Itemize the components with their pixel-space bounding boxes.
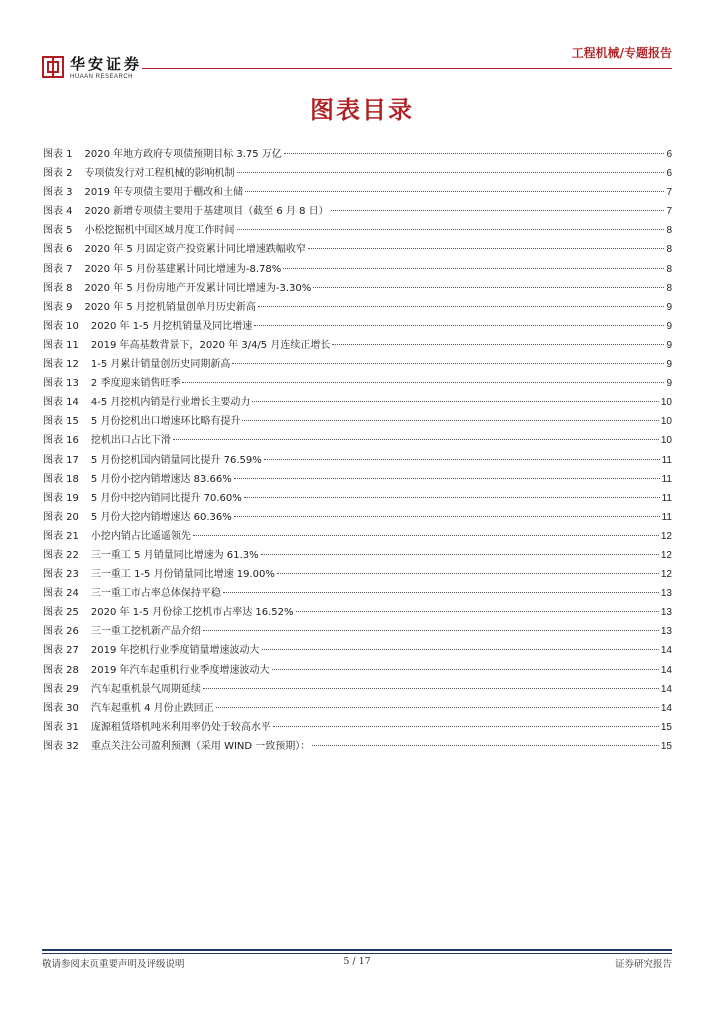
toc-entry-title: 庞源租赁塔机吨米利用率仍处于较高水平 [90,721,271,733]
toc-entry-page: 9 [666,339,672,351]
footer-disclaimer: 敬请参阅末页重要声明及评级说明 [42,959,185,970]
toc-entry-title: 三一重工 1-5 月份销量同比增速 19.00% [90,569,275,581]
toc-entry-label: 图表 27 [43,645,79,657]
toc-entry-title: 三一重工 5 月销量同比增速为 61.3% [90,549,259,561]
toc-entry-title: 5 月份大挖内销增速达 60.36% [90,511,232,523]
toc-entry-title: 2019 年汽车起重机行业季度增速波动大 [90,664,270,676]
toc-entry-label: 图表 13 [43,378,79,390]
toc-entry-title: 2020 新增专项债主要用于基建项目（截至 6 月 8 日） [84,206,329,218]
toc-leader-dots [242,420,658,421]
footer-divider-thin [42,953,672,954]
toc-entry-title: 专项债发行对工程机械的影响机制 [84,168,235,180]
toc-entry-page: 6 [666,149,672,160]
toc-entry-label: 图表 5 [43,225,73,237]
toc-entry-label: 图表 12 [43,359,79,371]
toc-entry-page: 15 [660,740,672,752]
toc-entry-page: 13 [660,626,672,638]
toc-entry-label: 图表 7 [43,263,73,275]
toc-entry-title: 2 季度迎来销售旺季 [90,378,181,390]
toc-entry-page: 6 [666,168,672,180]
toc-entry-title: 2020 年地方政府专项债预期目标 3.75 万亿 [84,149,282,160]
toc-entry[interactable] [43,260,672,279]
toc-entry[interactable] [43,737,672,756]
toc-entry-title: 汽车起重机景气周期延续 [90,683,201,695]
toc-entry[interactable] [43,317,672,336]
toc-entry[interactable] [43,546,672,565]
toc-entry-title: 汽车起重机 4 月份止跌回正 [90,702,214,714]
company-logo [42,56,142,81]
toc-entry-label: 图表 28 [43,664,79,676]
toc-leader-dots [277,573,659,574]
toc-entry-page: 12 [660,569,672,581]
toc-entry[interactable] [43,470,672,489]
toc-entry-title: 2019 年高基数背景下，2020 年 3/4/5 月连续正增长 [90,339,331,351]
toc-entry-page: 10 [660,397,672,409]
toc-entry[interactable] [43,298,672,317]
toc-leader-dots [313,287,664,288]
toc-leader-dots [332,344,664,345]
toc-entry-label: 图表 10 [43,320,79,332]
toc-leader-dots [262,649,659,650]
logo-seal-icon [42,56,64,78]
toc-entry-label: 图表 32 [43,740,79,752]
toc-entry[interactable] [43,680,672,699]
toc-entry-title: 三一重工挖机新产品介绍 [90,626,201,638]
toc-entry-page: 8 [666,225,672,237]
toc-entry[interactable] [43,584,672,603]
toc-entry-title: 5 月份中挖内销同比提升 70.60% [90,492,242,504]
toc-entry[interactable] [43,527,672,546]
toc-entry-page: 9 [666,320,672,332]
toc-leader-dots [237,172,665,173]
toc-entry-label: 图表 19 [43,492,79,504]
toc-entry[interactable] [43,412,672,431]
toc-entry[interactable] [43,641,672,660]
toc-entry-label: 图表 30 [43,702,79,714]
toc-entry[interactable] [43,240,672,259]
toc-entry[interactable] [43,279,672,298]
toc-entry-page: 8 [666,244,672,256]
toc-entry-title: 三一重工市占率总体保持平稳 [90,588,221,600]
toc-entry-label: 图表 6 [43,244,73,256]
toc-entry-title: 2020 年 1-5 月份徐工挖机市占率达 16.52% [90,607,294,619]
toc-leader-dots [216,707,659,708]
toc-entry-page: 11 [661,454,672,466]
toc-entry[interactable] [43,661,672,680]
toc-entry-label: 图表 18 [43,473,79,485]
toc-entry[interactable] [43,622,672,641]
toc-entry-label: 图表 25 [43,607,79,619]
toc-entry-page: 7 [666,206,672,218]
toc-entry[interactable] [43,183,672,202]
toc-leader-dots [244,497,660,498]
footer-divider [42,949,672,951]
toc-entry-page: 13 [660,607,672,619]
toc-entry[interactable] [43,508,672,527]
toc-entry-label: 图表 29 [43,683,79,695]
toc-entry-label: 图表 24 [43,588,79,600]
toc-leader-dots [296,611,659,612]
toc-leader-dots [264,459,660,460]
toc-entry-title: 1-5 月累计销量创历史同期新高 [90,359,231,371]
toc-entry-label: 图表 11 [43,339,79,351]
page-number: 5 / 17 [343,956,371,967]
toc-leader-dots [254,325,664,326]
toc-leader-dots [272,669,659,670]
toc-entry-page: 12 [660,530,672,542]
toc-entry-title: 5 月份挖机出口增速环比略有提升 [90,416,241,428]
toc-leader-dots [232,363,664,364]
toc-entry[interactable] [43,164,672,183]
toc-entry-title: 重点关注公司盈利预测（采用 WIND 一致预期）： [90,740,311,752]
toc-entry[interactable] [43,145,672,164]
toc-leader-dots [245,191,664,192]
toc-entry-title: 小挖内销占比遥遥领先 [90,530,191,542]
toc-entry-title: 小松挖掘机中国区域月度工作时间 [84,225,235,237]
toc-entry[interactable] [43,336,672,355]
toc-entry[interactable] [43,374,672,393]
toc-entry[interactable] [43,202,672,221]
toc-entry[interactable] [43,221,672,240]
toc-entry-label: 图表 20 [43,511,79,523]
toc-entry-title: 2019 年专项债主要用于棚改和土储 [84,187,244,199]
toc-leader-dots [237,229,665,230]
toc-entry-page: 14 [660,683,672,695]
toc-entry-label: 图表 17 [43,454,79,466]
toc-entry-label: 图表 9 [43,301,73,313]
toc-entry-page: 8 [666,263,672,275]
toc-entry-label: 图表 2 [43,168,73,180]
toc-leader-dots [312,745,659,746]
toc-entry[interactable] [43,355,672,374]
toc-leader-dots [258,306,665,307]
toc-entry-page: 12 [660,549,672,561]
header-divider [142,68,672,69]
toc-entry[interactable] [43,718,672,737]
toc-leader-dots [203,688,659,689]
toc-leader-dots [284,153,665,154]
toc-leader-dots [234,478,660,479]
table-of-figures [43,145,672,756]
toc-entry-page: 9 [666,359,672,371]
toc-entry-page: 15 [660,721,672,733]
toc-entry-title: 5 月份挖机国内销量同比提升 76.59% [90,454,262,466]
toc-entry-label: 图表 3 [43,187,73,199]
toc-entry-label: 图表 26 [43,626,79,638]
toc-leader-dots [331,210,665,211]
toc-leader-dots [273,726,659,727]
toc-entry-label: 图表 22 [43,549,79,561]
toc-entry[interactable] [43,451,672,470]
toc-entry-page: 14 [660,664,672,676]
toc-entry-page: 11 [661,511,672,523]
toc-leader-dots [203,630,659,631]
toc-leader-dots [308,248,665,249]
page-header [42,42,672,82]
toc-entry-title: 2020 年 5 月份房地产开发累计同比增速为-3.30% [84,282,312,294]
toc-leader-dots [261,554,659,555]
toc-entry-title: 2019 年挖机行业季度销量增速波动大 [90,645,260,657]
page-title: 图表目录 [310,96,414,124]
toc-entry-page: 11 [661,473,672,485]
toc-entry-page: 10 [660,416,672,428]
toc-entry[interactable] [43,699,672,718]
toc-entry-page: 10 [660,435,672,447]
logo-english-name: HUAAN RESEARCH [70,74,134,80]
toc-entry[interactable] [43,431,672,450]
toc-entry-title: 挖机出口占比下滑 [90,435,171,447]
toc-entry-label: 图表 14 [43,397,79,409]
toc-entry-label: 图表 23 [43,569,79,581]
toc-entry-title: 5 月份小挖内销增速达 83.66% [90,473,232,485]
toc-leader-dots [234,516,660,517]
logo-chinese-name: 华安证券 [70,55,143,73]
toc-entry[interactable] [43,565,672,584]
toc-entry-label: 图表 8 [43,282,73,294]
toc-leader-dots [182,382,664,383]
toc-leader-dots [252,401,658,402]
toc-entry-label: 图表 31 [43,721,79,733]
toc-entry-page: 9 [666,378,672,390]
toc-entry-page: 7 [666,187,672,199]
toc-entry-title: 2020 年 5 月份基建累计同比增速为-8.78% [84,263,282,275]
toc-entry[interactable] [43,603,672,622]
toc-entry-title: 2020 年 5 月固定资产投资累计同比增速跌幅收窄 [84,244,306,256]
toc-leader-dots [283,268,664,269]
toc-leader-dots [223,592,659,593]
toc-leader-dots [193,535,659,536]
toc-entry-label: 图表 4 [43,206,73,218]
toc-entry[interactable] [43,489,672,508]
toc-entry-page: 14 [660,645,672,657]
toc-entry-page: 9 [666,301,672,313]
toc-entry[interactable] [43,393,672,412]
toc-entry-title: 2020 年 1-5 月挖机销量及同比增速 [90,320,253,332]
toc-entry-page: 8 [666,282,672,294]
footer-report-type: 证券研究报告 [614,959,672,970]
toc-entry-page: 14 [660,702,672,714]
toc-entry-label: 图表 15 [43,416,79,428]
toc-entry-label: 图表 21 [43,530,79,542]
toc-entry-label: 图表 16 [43,435,79,447]
toc-entry-page: 11 [661,492,672,504]
report-category: 工程机械/专题报告 [571,46,672,60]
toc-entry-title: 2020 年 5 月挖机销量创单月历史新高 [84,301,256,313]
toc-entry-label: 图表 1 [43,149,73,160]
toc-entry-title: 4-5 月挖机内销是行业增长主要动力 [90,397,251,409]
toc-leader-dots [173,439,659,440]
toc-entry-page: 13 [660,588,672,600]
